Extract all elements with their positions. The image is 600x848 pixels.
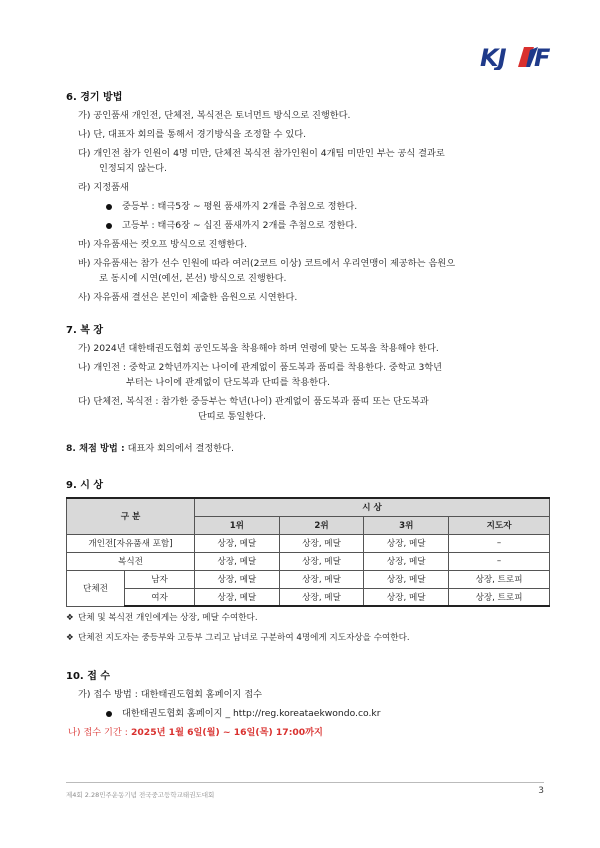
bullet-icon <box>106 204 112 210</box>
bullet-item: 중등부 : 태극5장 ~ 평원 품새까지 2개를 추첨으로 정한다. <box>66 200 546 214</box>
section-8 <box>66 440 546 454</box>
section-7 <box>66 321 546 424</box>
bullet-icon <box>106 223 112 229</box>
section-10 <box>66 667 546 740</box>
bullet-item: 고등부 : 태극6장 ~ 십진 품새까지 2개를 추첨으로 정한다. <box>66 219 546 233</box>
page-number: 3 <box>538 786 544 796</box>
list-item-continuation: 로 동시에 시연(예선, 본선) 방식으로 진행한다. <box>99 273 287 284</box>
list-item: 가) 공인품새 개인전, 단체전, 복식전은 토너먼트 방식으로 진행한다. <box>78 110 351 121</box>
list-item: 다) 개인전 참가 인원이 4명 미만, 단체전 복식전 참가인원이 4개팀 미만인 부는 공식 결과로 <box>78 148 445 159</box>
footer-divider <box>66 782 544 783</box>
document-body <box>66 88 546 745</box>
list-item <box>66 726 546 740</box>
list-item: 가) 2024년 대한태권도협회 공인도복을 착용해야 하며 연령에 맞는 도복을 착용해야 한다. <box>78 343 439 354</box>
list-item: 바) 자유품새는 참가 선수 인원에 따라 여러(2코트 이상) 코트에서 우리연맹이 제공하는 음원으 <box>78 258 456 269</box>
table-row: 복식전 상장, 메달 상장, 메달 상장, 메달 – <box>67 552 550 570</box>
note-item: ❖ 단체 및 복식전 개인에게는 상장, 메달 수여한다. <box>66 613 258 623</box>
awards-table <box>66 497 550 607</box>
table-header-award: 시 상 <box>195 498 550 516</box>
table-header-group: 구 분 <box>67 498 195 534</box>
section-title: 8. 채점 방법 : <box>66 443 125 454</box>
list-item: 사) 자유품새 결선은 본인이 제출한 음원으로 시연한다. <box>78 292 298 303</box>
section-title: 6. 경기 방법 <box>66 92 123 103</box>
team-label: 단체전 <box>67 570 125 606</box>
section-title: 9. 시 상 <box>66 480 104 491</box>
list-item-continuation: 단띠로 통일한다. <box>198 411 266 422</box>
list-item: 마) 자유품새는 컷오프 방식으로 진행한다. <box>78 239 248 250</box>
list-item: 라) 지정품새 <box>78 182 129 193</box>
bullet-icon <box>106 711 112 717</box>
footer-text: 제4회 2.28민주운동기념 전국중고등학교태권도대회 <box>66 791 215 799</box>
table-col-header: 1위 <box>195 516 280 534</box>
section-title: 7. 복 장 <box>66 325 104 336</box>
table-row: 단체전 남자 상장, 메달 상장, 메달 상장, 메달 상장, 트로피 <box>67 570 550 588</box>
section-title: 10. 접 수 <box>66 671 110 682</box>
section-text: 대표자 회의에서 결정한다. <box>124 443 234 454</box>
deadline-label: 나) 접수 기간 : <box>68 727 128 738</box>
diamond-icon: ❖ <box>66 613 74 623</box>
list-item: 다) 단체전, 복식전 : 참가한 중등부는 학년(나이) 관계없이 품도복과 품띠 또는 단도복과 <box>78 396 429 407</box>
section-6 <box>66 88 546 305</box>
svg-text:KJ: KJ <box>480 44 506 70</box>
bullet-item: 대한태권도협회 홈페이지 _ http://reg.koreataekwondo.co.kr <box>66 707 546 721</box>
list-item-continuation: 인정되지 않는다. <box>99 163 167 174</box>
table-row: 개인전[자유품새 포함] 상장, 메달 상장, 메달 상장, 메달 – <box>67 534 550 552</box>
list-item: 나) 단, 대표자 회의를 통해서 경기방식을 조정할 수 있다. <box>78 129 307 140</box>
table-col-header: 3위 <box>364 516 449 534</box>
table-col-header: 지도자 <box>449 516 550 534</box>
list-item: 나) 개인전 : 중학교 2학년까지는 나이에 관계없이 품도복과 품띠를 착용한다. 중학교 3학년 <box>78 362 443 373</box>
list-item-continuation: 부터는 나이에 관계없이 단도복과 단띠를 착용한다. <box>126 377 330 388</box>
note-item: ❖ 단체전 지도자는 중등부와 고등부 그리고 남녀로 구분하여 4명에게 지도자상을 수여한다. <box>66 633 410 643</box>
svg-text:F: F <box>534 44 550 70</box>
section-9 <box>66 476 546 645</box>
kjtf-logo <box>480 44 558 70</box>
diamond-icon: ❖ <box>66 633 74 643</box>
logo-mark-icon <box>480 44 558 70</box>
list-item: 가) 접수 방법 : 대한태권도협회 홈페이지 접수 <box>78 689 262 700</box>
deadline-value: 2025년 1월 6일(월) ~ 16일(목) 17:00까지 <box>127 727 323 738</box>
table-row: 여자 상장, 메달 상장, 메달 상장, 메달 상장, 트로피 <box>67 588 550 606</box>
table-col-header: 2위 <box>279 516 364 534</box>
